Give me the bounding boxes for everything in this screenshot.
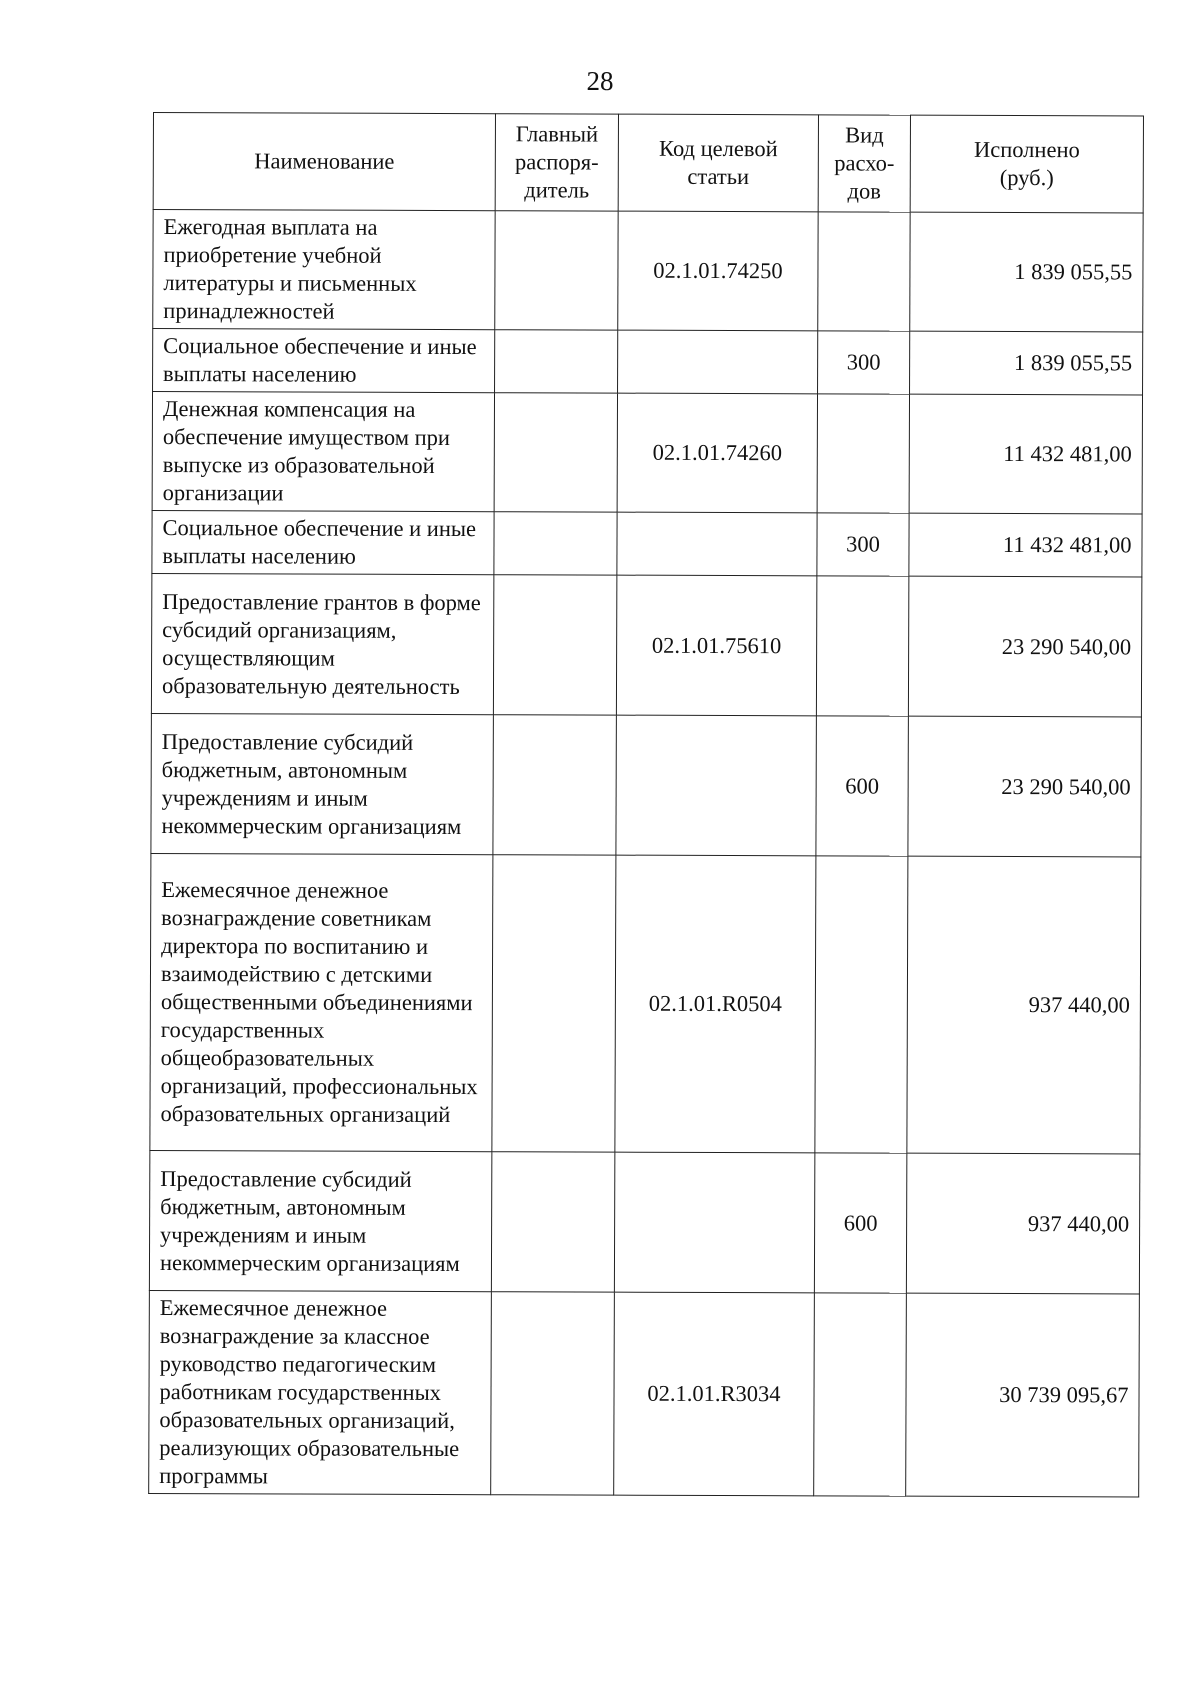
row-kind: 600	[814, 1153, 906, 1293]
table-row	[149, 1290, 1140, 1496]
table-row	[151, 573, 1141, 716]
row-kind	[817, 394, 909, 513]
row-code	[616, 715, 816, 856]
table-row	[149, 1150, 1139, 1293]
table-header-row	[153, 113, 1143, 213]
row-admin	[495, 211, 618, 330]
row-code	[617, 512, 817, 576]
row-admin	[491, 1152, 614, 1292]
row-code: 02.1.01.74250	[618, 211, 818, 331]
row-kind	[814, 1293, 907, 1496]
row-code: 02.1.01.R3034	[614, 1292, 815, 1496]
row-amount: 30 739 095,67	[906, 1293, 1140, 1497]
row-name: Социальное обеспечение и иные выплаты населению	[153, 329, 495, 393]
header-name-label: Наименование	[254, 148, 395, 174]
header-name	[153, 113, 495, 211]
row-amount: 11 432 481,00	[909, 394, 1142, 514]
row-name: Ежемесячное денежное вознаграждение за классное руководство педагогическим работникам государственных образовательных организаций, реализующих образовательные программы	[149, 1290, 492, 1494]
row-name: Предоставление грантов в форме субсидий организациям, осуществляющим образовательную деятельность	[151, 573, 493, 714]
row-admin	[494, 512, 617, 575]
row-name: Предоставление субсидий бюджетным, автономным учреждениям и иным некоммерческим организациям	[151, 713, 493, 854]
row-code	[614, 1152, 814, 1293]
row-kind: 600	[816, 716, 908, 856]
row-code: 02.1.01.R0504	[615, 855, 816, 1153]
row-kind: 300	[818, 331, 910, 394]
row-admin	[493, 575, 616, 715]
row-name: Ежемесячное денежное вознаграждение советникам директора по воспитанию и взаимодействию с детскими общественными объединениями государственных общеобразовательных организаций, профессиональных образовательных организаций	[150, 853, 493, 1151]
header-kind-label: Вид расхо- дов	[834, 122, 895, 204]
row-name: Предоставление субсидий бюджетным, автономным учреждениям и иным некоммерческим организациям	[149, 1150, 491, 1291]
row-amount: 1 839 055,55	[910, 331, 1143, 395]
header-admin	[495, 114, 618, 211]
row-kind: 300	[817, 513, 909, 576]
row-name: Денежная компенсация на обеспечение имуществом при выпуске из образовательной организации	[152, 392, 494, 512]
page-number: 28	[586, 66, 614, 96]
table-row	[153, 329, 1143, 395]
table-row	[152, 510, 1142, 576]
budget-execution-table	[148, 112, 1144, 1497]
row-kind	[818, 212, 910, 331]
row-name: Социальное обеспечение и иные выплаты населению	[152, 510, 494, 574]
header-amount-label: Исполнено (руб.)	[973, 136, 1080, 191]
row-kind	[815, 856, 908, 1153]
table-row	[150, 853, 1141, 1153]
row-code: 02.1.01.74260	[617, 393, 817, 513]
header-kind	[818, 115, 910, 212]
table-row	[151, 713, 1141, 856]
row-admin	[492, 855, 616, 1152]
row-admin	[491, 1292, 615, 1495]
row-code	[618, 330, 818, 394]
row-amount: 11 432 481,00	[909, 513, 1142, 577]
header-code	[618, 114, 818, 212]
row-amount: 937 440,00	[906, 1153, 1139, 1294]
header-admin-label: Главный распоря- дитель	[514, 121, 599, 203]
row-amount: 1 839 055,55	[910, 212, 1143, 332]
header-code-label: Код целевой статьи	[659, 135, 778, 190]
table-row	[152, 392, 1142, 514]
row-amount: 23 290 540,00	[908, 716, 1141, 857]
header-amount	[910, 115, 1143, 213]
table-row	[153, 210, 1143, 332]
row-amount: 937 440,00	[907, 856, 1141, 1154]
row-admin	[495, 330, 618, 393]
row-amount: 23 290 540,00	[908, 576, 1141, 717]
row-name: Ежегодная выплата на приобретение учебной литературы и письменных принадлежностей	[153, 210, 495, 330]
row-admin	[493, 715, 616, 855]
row-kind	[816, 576, 908, 716]
row-admin	[494, 393, 617, 512]
row-code: 02.1.01.75610	[616, 575, 816, 716]
